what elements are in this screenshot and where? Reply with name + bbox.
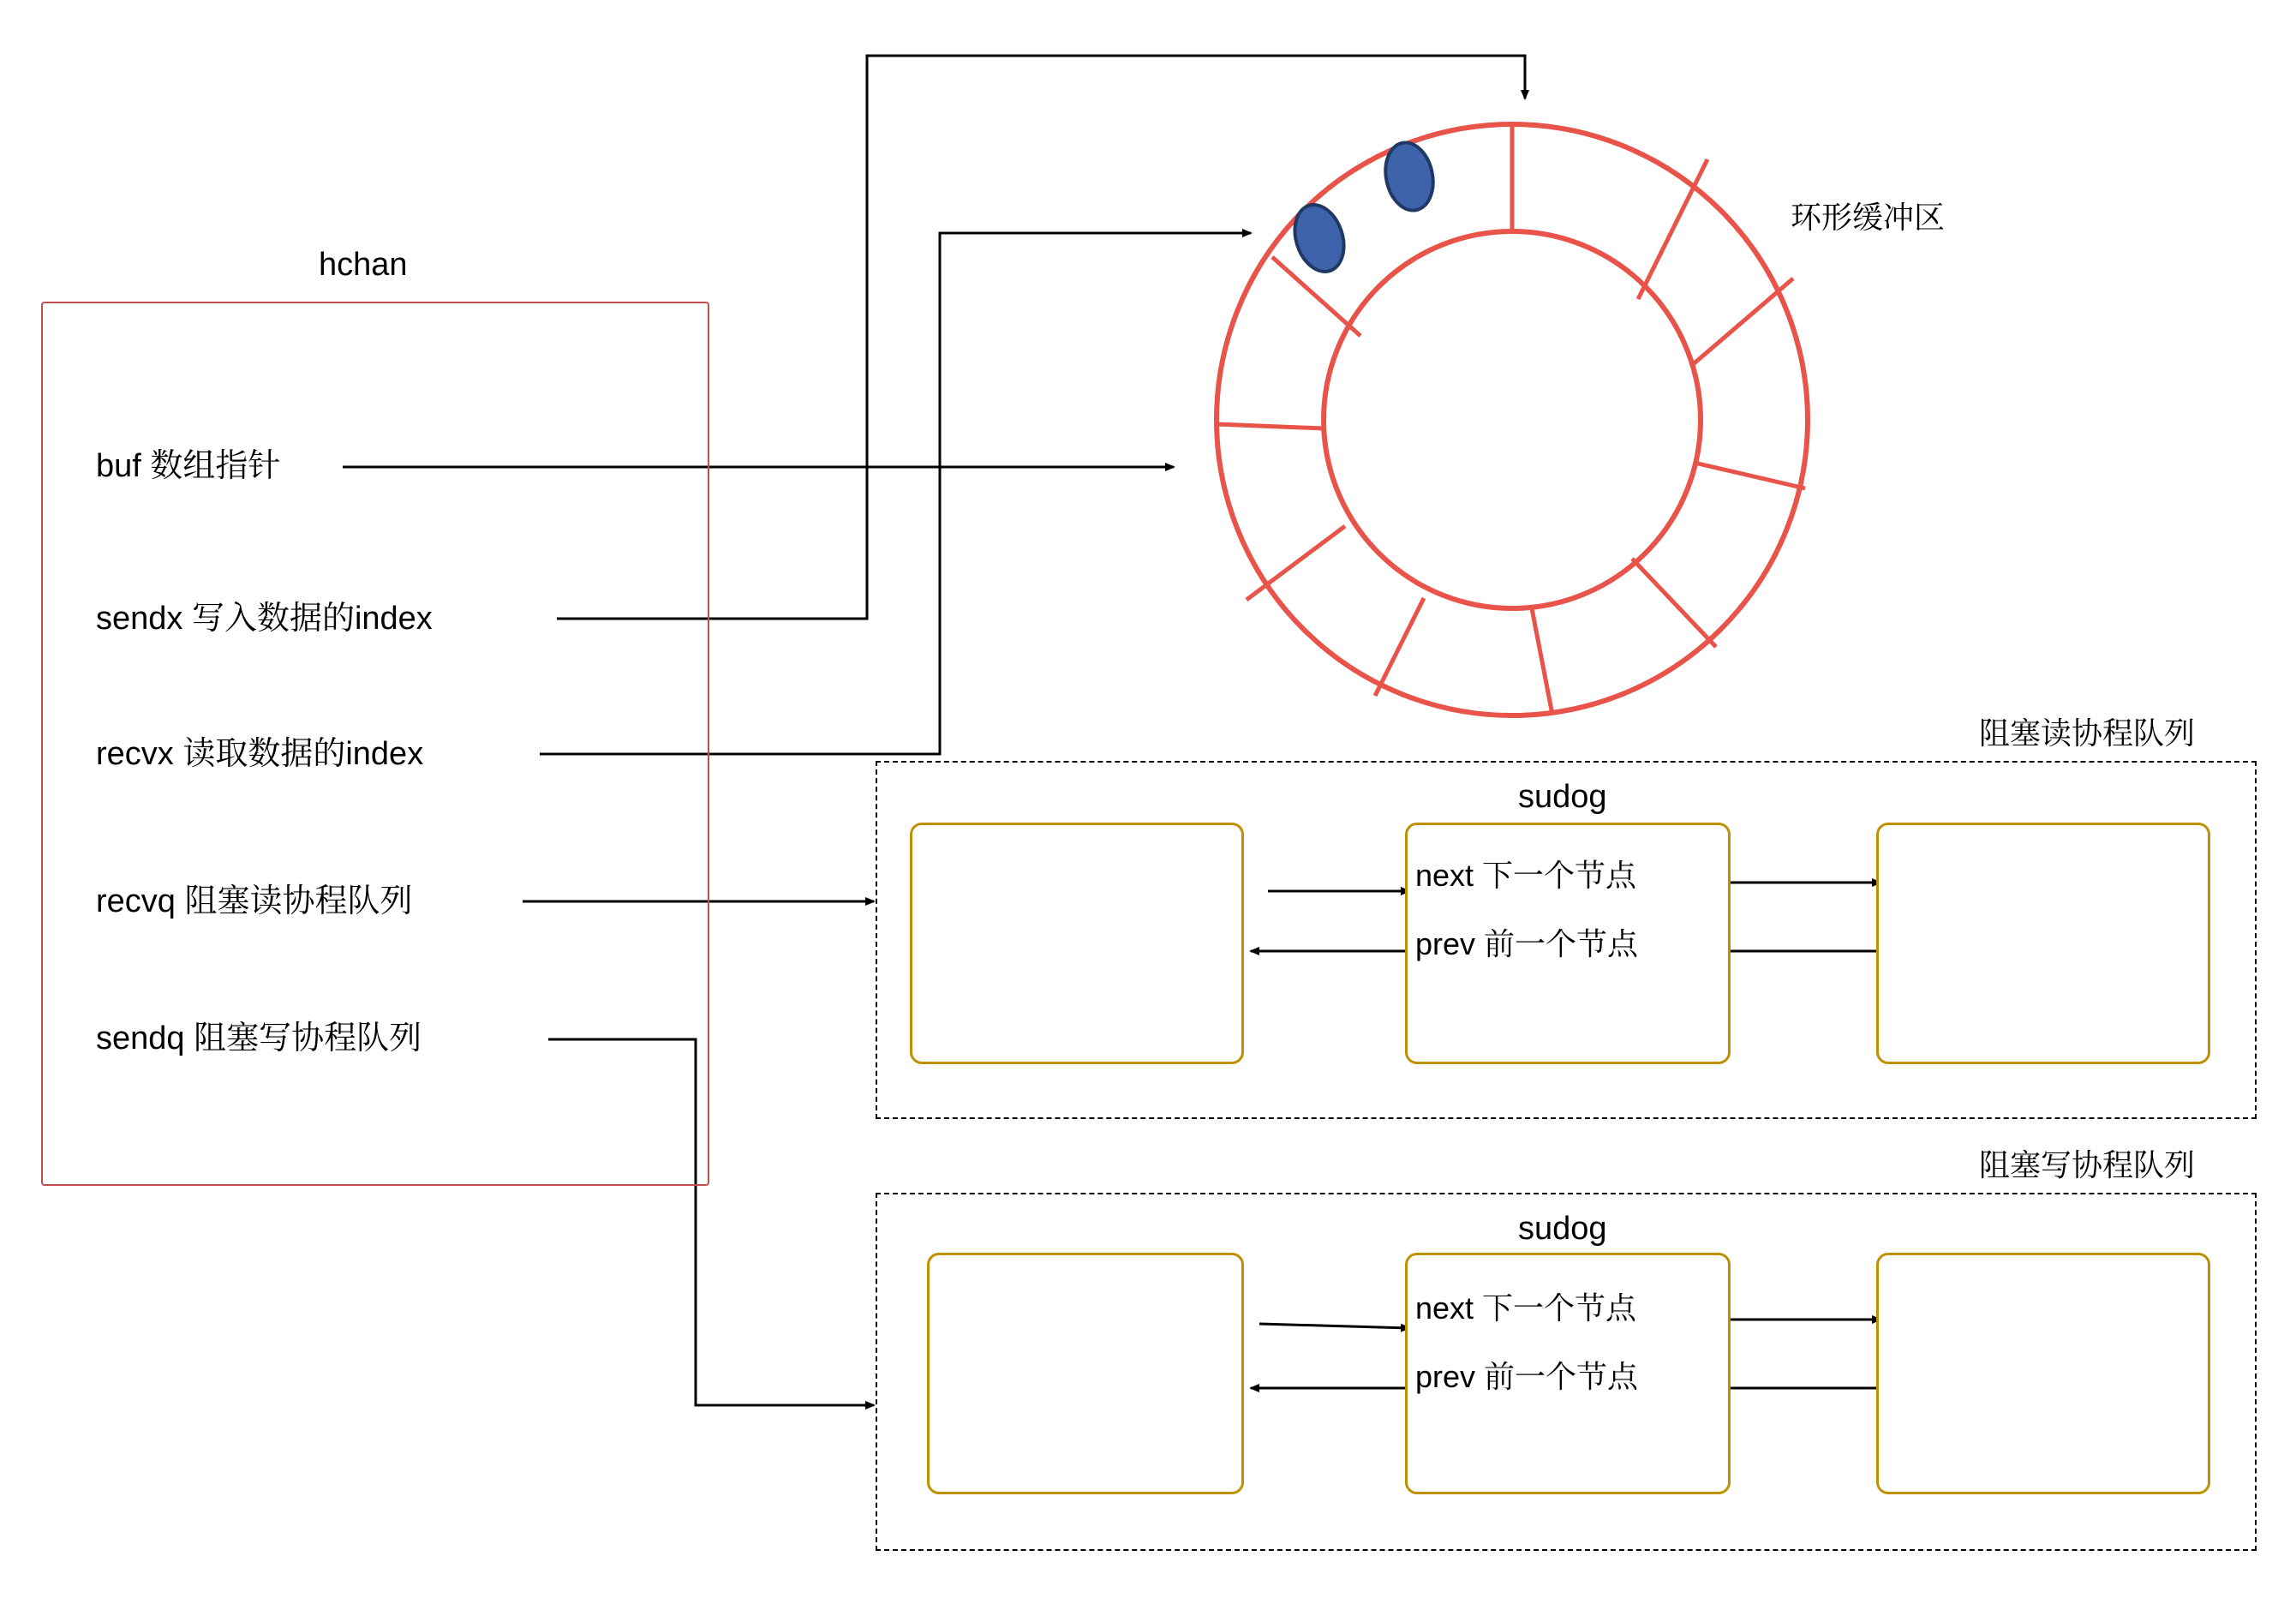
send-queue-node-next-text: next 下一个节点 [1415,1290,1637,1326]
ring-buffer-label: 环形缓冲区 [1791,200,1946,235]
hchan-field-buf: buf 数组指针 [96,448,281,484]
hchan-field-recvq: recvq 阻塞读协程队列 [96,883,413,919]
send-queue-node-prev-text: prev 前一个节点 [1415,1359,1639,1394]
hchan-field-sendq: sendq 阻塞写协程队列 [96,1020,422,1056]
hchan-field-recvx: recvx 读取数据的index [96,736,424,772]
ring-buffer-graphic [1217,124,1808,715]
send-queue-node-prev [927,1253,1244,1494]
recv-queue-node-next-text: next 下一个节点 [1415,858,1637,893]
hchan-title: hchan [319,247,408,283]
recv-queue-region-label: 阻塞读协程队列 [1979,715,2196,751]
recv-queue-node-prev [910,823,1244,1064]
send-queue-region-label: 阻塞写协程队列 [1979,1147,2196,1182]
send-queue-sudog-label: sudog [1518,1211,1607,1247]
hchan-field-sendx: sendx 写入数据的index [96,601,433,637]
send-queue-node-next [1876,1253,2210,1494]
recv-queue-node-next [1876,823,2210,1064]
recv-queue-node-prev-text: prev 前一个节点 [1415,926,1639,961]
recv-queue-sudog-label: sudog [1518,779,1607,815]
